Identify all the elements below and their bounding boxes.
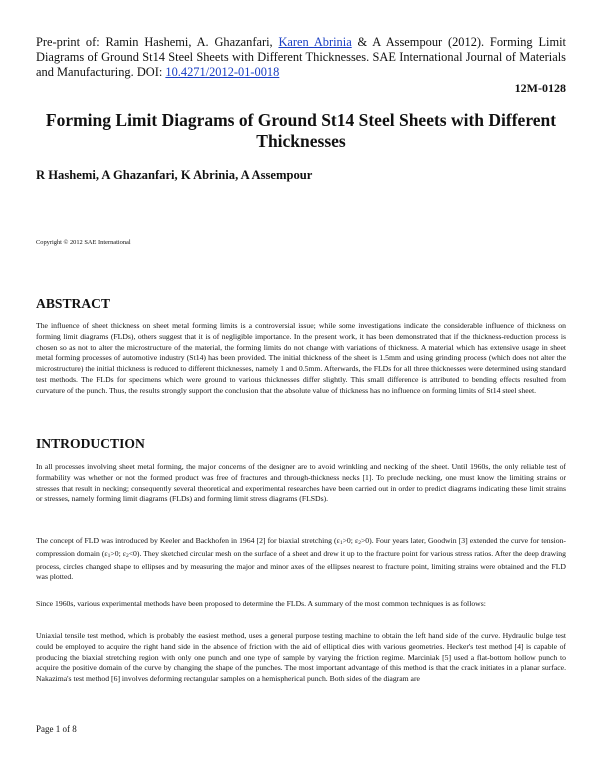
introduction-heading: INTRODUCTION bbox=[36, 436, 145, 451]
abstract-text: The influence of sheet thickness on sheet metal forming limits is a controversial issue; while some investigations indicate the considerable influence of thickness on forming limit diagrams (FLDs), others suggest that it is of negligible importance. In the present work, it has been demonstrated that if the thickness-reduction process is chosen so as not to alter the microstructure of the material, the forming limits do not change with variations of thickness. A material which has extensive usage in sheet metal forming processes of automotive industry (St14) has been provided. The initial thickness of the sheet is 1.5mm and using grinding process (which does not alter the microstructure) the initial thickness is reduced to different thicknesses, namely 1 and 0.5mm. Afterwards, the FLDs for all three thicknesses were determined using standard test methods. The FLDs for specimens which were ground to various thicknesses differ slightly. This small difference is attributed to bending effects resulted from curvature of the punch. Thus, the results strongly support the conclusion that the absolute value of thickness has no influence on forming limits of St14 steel sheet. bbox=[36, 321, 566, 395]
p2-text-e: <0). They sketched circular mesh on the surface of a sheet and drew it up to the fracture point for various stress ratios. After the deep drawing process, circles changed shape to ellipses and by measuring the major and minor axes of the ellipses nearest to fracture point, limiting strains were obtained and the FLD was plotted. bbox=[36, 548, 566, 582]
p2-text-d: >0; ε bbox=[110, 548, 126, 558]
intro-paragraph-2 bbox=[36, 536, 566, 583]
citation-prefix: Pre-print of: Ramin Hashemi, A. Ghazanfari, bbox=[36, 35, 279, 49]
p2-text-a: The concept of FLD was introduced by Keeler and Backhofen in 1964 [2] for biaxial stretching (ε bbox=[36, 536, 340, 545]
paper-title: Forming Limit Diagrams of Ground St14 Steel Sheets with Different Thicknesses bbox=[45, 110, 557, 151]
citation-body: & A Assempour (2012). Forming Limit Diagrams of Ground St14 Steel Sheets with Different Thicknesses. SAE International Journal of Materials and Manufacturing. DOI: bbox=[36, 35, 566, 79]
p2-text-c: >0). Four years later, Goodwin [3] extended the curve for tension-compression domain (ε bbox=[36, 536, 566, 558]
subscript: 1 bbox=[339, 540, 343, 546]
page-number: Page 1 of 8 bbox=[36, 724, 77, 734]
author-link[interactable]: Karen Abrinia bbox=[278, 35, 352, 49]
abstract-heading: ABSTRACT bbox=[36, 296, 111, 311]
doi-link[interactable]: 10.4271/2012-01-0018 bbox=[165, 65, 280, 79]
author-list: R Hashemi, A Ghazanfari, K Abrinia, A Assempour bbox=[36, 168, 313, 182]
document-id: 12M-0128 bbox=[514, 81, 566, 95]
subscript: 2 bbox=[125, 552, 129, 559]
preprint-citation bbox=[36, 35, 566, 80]
intro-paragraph-4: Uniaxial tensile test method, which is probably the easiest method, uses a general purpose testing machine to obtain the left hand side of the curve. Hydraulic bulge test could be employed to acquire the right hand side in the absence of friction with the aid of elliptical dies with various geometries. Hecker's test method [4] is capable of producing the biaxial stretching region with only one punch and one type of sample by varying the friction regime. Marciniak [5] used a flat-bottom hollow punch to acquire the positive domain of the curve by changing the shape of the punches. The most important advantage of this method is that the crack initiates in a planar surface. Nakazima's test method [6] involves deforming rectangular samples on a hemispherical punch. Both sides of the diagram are bbox=[36, 631, 566, 684]
p2-text-b: >0; ε bbox=[342, 536, 359, 545]
subscript: 1 bbox=[107, 552, 111, 559]
subscript: 2 bbox=[358, 540, 361, 546]
intro-paragraph-3: Since 1960s, various experimental methods have been proposed to determine the FLDs. A summary of the most common techniques is as follows: bbox=[36, 599, 486, 608]
intro-paragraph-1: In all processes involving sheet metal forming, the major concerns of the designer are to avoid wrinkling and necking of the sheet. Until 1960s, the only reliable test of formability was whether or not the formed product was free of fractures and through-thickness necks [1]. To preclude necking, one must know the limiting strains or stresses that result in necking; consequently several theoretical and experimental researches have been carried out in order to predict diagrams indicating these limit strains or stresses, namely forming limit diagrams (FLDs) and forming limit stress diagrams (FLSDs). bbox=[36, 462, 566, 504]
copyright-notice: Copyright © 2012 SAE International bbox=[36, 239, 131, 246]
